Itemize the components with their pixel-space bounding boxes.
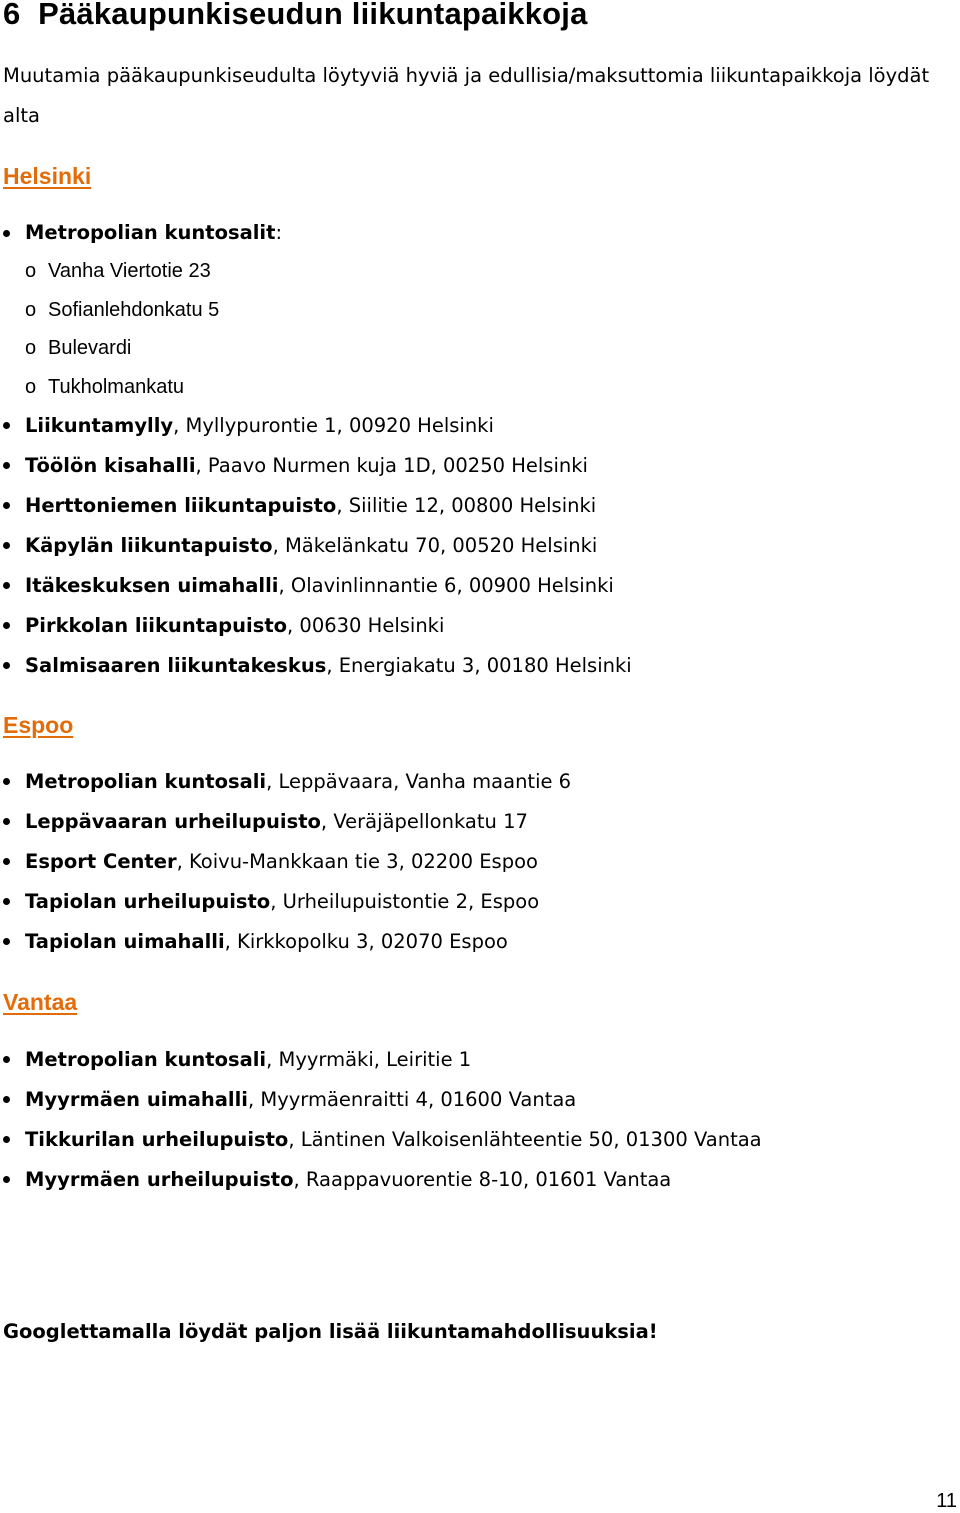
bullet-icon	[3, 898, 10, 905]
bullet-icon	[3, 542, 10, 549]
place-name: Metropolian kuntosalit	[25, 221, 276, 244]
sub-bullet-icon: o	[25, 375, 37, 398]
bullet-icon	[3, 938, 10, 945]
bullet-icon	[3, 818, 10, 825]
section-heading-espoo: Espoo	[3, 712, 74, 738]
place-name: Itäkeskuksen uimahalli	[25, 574, 279, 597]
place-name: Töölön kisahalli	[25, 454, 196, 477]
bullet-icon	[3, 422, 10, 429]
place-detail: , Koivu-Mankkaan tie 3, 02200 Espoo	[176, 850, 538, 873]
section-heading-vantaa: Vantaa	[3, 989, 78, 1015]
place-detail: , Läntinen Valkoisenlähteentie 50, 01300 Vantaa	[288, 1128, 762, 1151]
document-page: 6 Pääkaupunkiseudun liikuntapaikkoja Muutamia pääkaupunkiseudulta löytyviä hyviä ja edullisia/maksuttomia liikuntapaikkoja löydät alta Helsinki Metropolian kuntosalit: o Vanha Viertotie 23 o Sofianlehdonkatu 5 o Bulevardi o Tukholmankatu Liikuntamylly, Myllypurontie 1, 00920 Helsinki Töölön kisahalli, Paavo Nurmen kuja 1D, 00250 Helsinki Herttoniemen liikuntapuisto, Siilitie 12, 00800 Helsinki Käpylän liikuntapuisto, Mäkelänkatu 70, 00520 Helsinki Itäkeskuksen uimahalli, Olavinlinnantie 6, 00900 Helsinki Pirkkolan liikuntapuisto, 00630 Helsinki Salmisaaren liikuntakeskus, Energiakatu 3, 00180 Helsinki Espoo Metropolian kuntosali, Leppävaara, Vanha maantie 6 Leppävaaran urheilupuisto, Veräjäpellonkatu 17 Esport Center, Koivu-Mankkaan tie 3, 02200 Espoo Tapiolan urheilupuisto, Urheilupuistontie 2, Espoo Tapiolan uimahalli, Kirkkopolku 3, 02070 Espoo Vantaa Metropolian kuntosali, Myyrmäki, Leiritie 1 Myyrmäen uimahalli, Myyrmäenraitti 4, 01600 Vantaa Tikkurilan urheilupuisto, Läntinen Valkoisenlähteentie 50, 01300 Vantaa Myyrmäen urheilupuisto, Raappavuorentie 8-10, 01601 Vantaa Googlettamalla löydät paljon lisää liikuntamahdollisuuksia! 11	[0, 0, 960, 1513]
place-detail: , Leppävaara, Vanha maantie 6	[266, 770, 572, 793]
place-name: Tikkurilan urheilupuisto	[25, 1128, 289, 1151]
place-detail: , Energiakatu 3, 00180 Helsinki	[326, 654, 632, 677]
place-detail: , Paavo Nurmen kuja 1D, 00250 Helsinki	[195, 454, 588, 477]
place-detail: , Myllypurontie 1, 00920 Helsinki	[173, 414, 494, 437]
place-name: Tapiolan uimahalli	[25, 930, 225, 953]
chapter-title-text: Pääkaupunkiseudun liikuntapaikkoja	[38, 0, 588, 31]
place-name: Myyrmäen uimahalli	[25, 1088, 248, 1111]
place-name: Tapiolan urheilupuisto	[25, 890, 271, 913]
place-detail: , 00630 Helsinki	[287, 614, 445, 637]
place-name: Esport Center	[25, 850, 177, 873]
place-name: Leppävaaran urheilupuisto	[25, 810, 321, 833]
place-detail: , Siilitie 12, 00800 Helsinki	[336, 494, 597, 517]
place-suffix: :	[275, 221, 283, 244]
place-detail: , Myyrmäki, Leiritie 1	[266, 1048, 472, 1071]
bullet-icon	[3, 502, 10, 509]
sub-bullet-icon: o	[25, 298, 37, 321]
place-detail: , Mäkelänkatu 70, 00520 Helsinki	[272, 534, 598, 557]
place-name: Metropolian kuntosali	[25, 1048, 267, 1071]
chapter-number: 6	[3, 0, 21, 31]
closing-note: Googlettamalla löydät paljon lisää liikuntamahdollisuuksia!	[3, 1320, 658, 1343]
place-detail: , Olavinlinnantie 6, 00900 Helsinki	[278, 574, 614, 597]
place-detail: , Veräjäpellonkatu 17	[320, 810, 528, 833]
bullet-icon	[3, 1176, 10, 1183]
place-name: Salmisaaren liikuntakeskus	[25, 654, 327, 677]
bullet-icon	[3, 662, 10, 669]
section-heading-helsinki: Helsinki	[3, 163, 92, 189]
bullet-icon	[3, 858, 10, 865]
place-name: Käpylän liikuntapuisto	[25, 534, 273, 557]
intro-paragraph: Muutamia pääkaupunkiseudulta löytyviä hyviä ja edullisia/maksuttomia liikuntapaikkoja löydät alta	[3, 64, 930, 127]
place-name: Liikuntamylly	[25, 414, 174, 437]
bullet-icon	[3, 1056, 10, 1063]
bullet-icon	[3, 778, 10, 785]
sub-bullet-icon: o	[25, 260, 37, 282]
place-detail: , Myyrmäenraitti 4, 01600 Vantaa	[247, 1088, 577, 1111]
bullet-icon	[3, 1136, 10, 1143]
chapter-title	[3, 0, 588, 32]
place-name: Myyrmäen urheilupuisto	[25, 1168, 294, 1191]
page-number: 11	[936, 1490, 957, 1512]
bullet-icon	[3, 462, 10, 469]
place-name: Herttoniemen liikuntapuisto	[25, 494, 337, 517]
place-detail: , Urheilupuistontie 2, Espoo	[270, 890, 540, 913]
bullet-icon	[3, 230, 10, 237]
bullet-icon	[3, 622, 10, 629]
bullet-icon	[3, 582, 10, 589]
place-name: Metropolian kuntosali	[25, 770, 267, 793]
place-detail: , Kirkkopolku 3, 02070 Espoo	[224, 930, 508, 953]
sub-bullet-icon: o	[25, 337, 37, 359]
place-detail: , Raappavuorentie 8-10, 01601 Vantaa	[293, 1168, 672, 1191]
bullet-icon	[3, 1096, 10, 1103]
place-name: Pirkkolan liikuntapuisto	[25, 614, 288, 637]
